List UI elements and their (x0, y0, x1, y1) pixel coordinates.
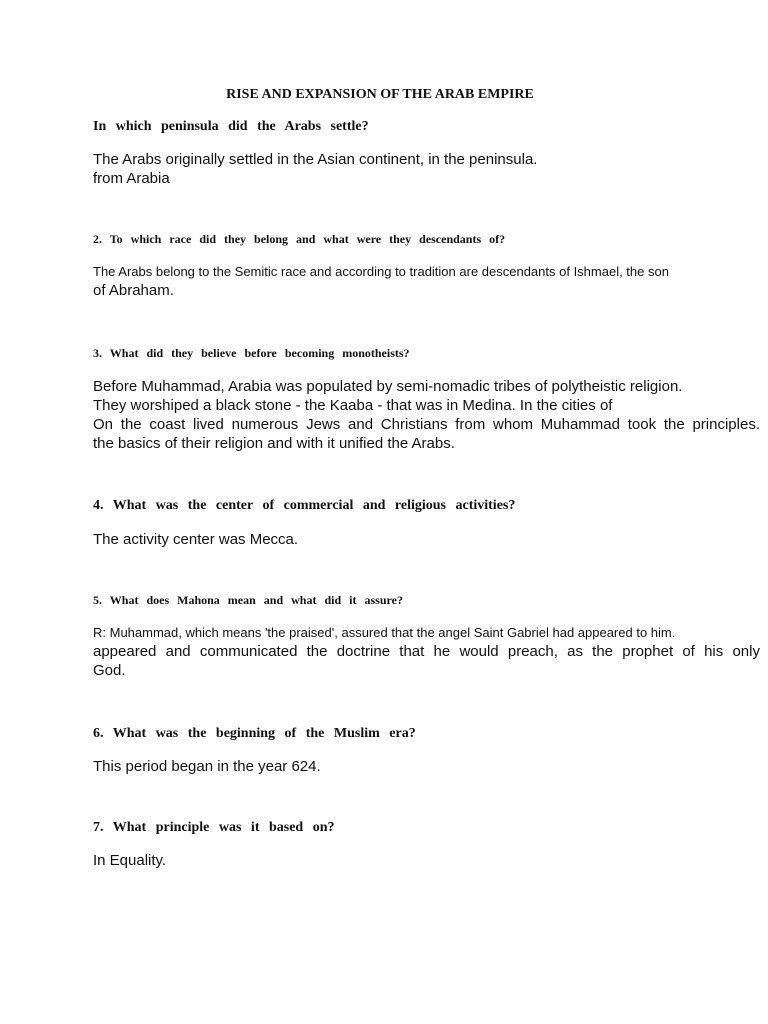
answer-3-line-4: the basics of their religion and with it unified the Arabs. (93, 435, 455, 452)
answer-3-line-3: On the coast lived numerous Jews and Christians from whom Muhammad took the principles. (93, 416, 760, 433)
answer-7 (93, 851, 760, 870)
answer-6 (93, 757, 760, 776)
answer-5-line-3: God. (93, 662, 126, 679)
answer-2-line-2: of Abraham. (93, 282, 174, 299)
answer-3-line-2: They worshiped a black stone - the Kaaba - that was in Medina. In the cities of (93, 397, 613, 414)
question-6: 6. What was the beginning of the Muslim era? (93, 726, 416, 741)
answer-5-line-2: appeared and communicated the doctrine that he would preach, as the prophet of his only (93, 643, 760, 660)
answer-3-line-1: Before Muhammad, Arabia was populated by semi-nomadic tribes of polytheistic religion. (93, 378, 683, 395)
answer-1-line-2: from Arabia (93, 170, 170, 187)
answer-5-line-1: R: Muhammad, which means 'the praised', assured that the angel Saint Gabriel had appeared to him. (93, 625, 676, 640)
answer-6-line-1: This period began in the year 624. (93, 758, 321, 775)
answer-3 (93, 377, 760, 453)
question-3: 3. What did they believe before becoming monotheists? (93, 346, 410, 360)
answer-5 (93, 623, 760, 680)
question-5: 5. What does Mahona mean and what did it assure? (93, 593, 403, 607)
question-1: In which peninsula did the Arabs settle? (93, 119, 369, 134)
answer-1 (93, 150, 760, 188)
answer-7-line-1: In Equality. (93, 852, 167, 869)
answer-2 (93, 262, 760, 300)
question-7: 7. What principle was it based on? (93, 820, 335, 835)
answer-2-line-1: The Arabs belong to the Semitic race and according to tradition are descendants of Ishmael, the son (93, 264, 669, 279)
question-4: 4. What was the center of commercial and religious activities? (93, 498, 516, 513)
answer-4-line-1: The activity center was Mecca. (93, 531, 299, 548)
document-title: RISE AND EXPANSION OF THE ARAB EMPIRE (226, 87, 534, 102)
answer-4 (93, 530, 760, 549)
answer-1-line-1: The Arabs originally settled in the Asian continent, in the peninsula. (93, 151, 538, 168)
question-2: 2. To which race did they belong and what were they descendants of? (93, 232, 506, 246)
